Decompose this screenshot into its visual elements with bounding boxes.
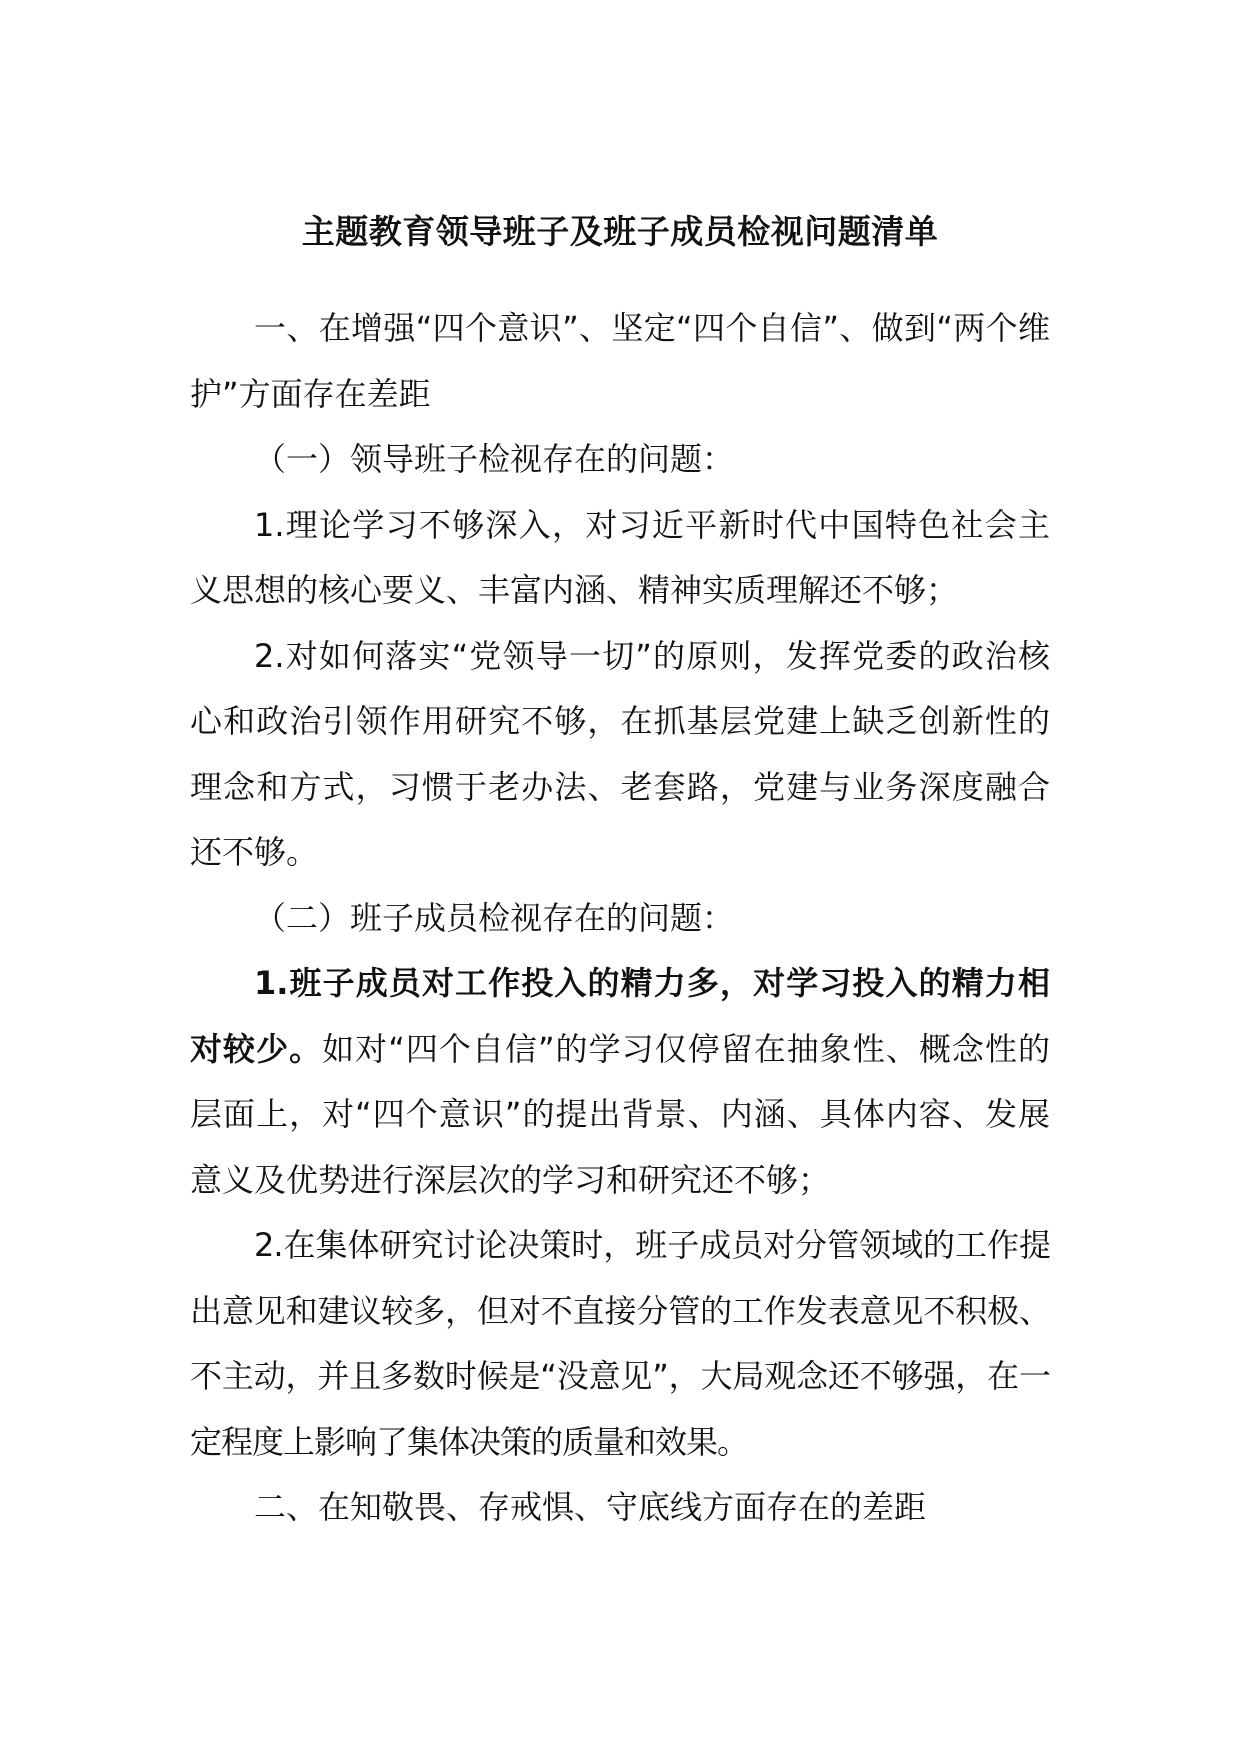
list-item-3-body: 如对“四个自信”的学习仅停留在抽象性、概念性的层面上，对“四个意识”的提出背景、内涵、具体内容、发展意义及优势进行深层次的学习和研究还不够； xyxy=(190,1029,1050,1199)
section-heading-1: 一、在增强“四个意识”、坚定“四个自信”、做到“两个维护”方面存在差距 xyxy=(190,309,1050,413)
list-item-3 xyxy=(190,951,1050,1213)
list-item-2: 2.对如何落实“党领导一切”的原则，发挥党委的政治核心和政治引领作用研究不够，在抓基层党建上缺乏创新性的理念和方式，习惯于老办法、老套路，党建与业务深度融合还不够。 xyxy=(190,636,1050,871)
document-title: 主题教育领导班子及班子成员检视问题清单 xyxy=(301,212,939,251)
section-heading-2: 二、在知敬畏、存戒惧、守底线方面存在的差距 xyxy=(254,1488,927,1526)
list-item-1: 1.理论学习不够深入，对习近平新时代中国特色社会主义思想的核心要义、丰富内涵、精神实质理解还不够； xyxy=(190,505,1050,609)
list-item-3-lead: 1.班子成员对工作投入的精力多，对学习投入的精力相对较少。 xyxy=(190,964,1050,1068)
subsection-heading-1: （一）领导班子检视存在的问题： xyxy=(254,440,735,478)
list-item-4: 2.在集体研究讨论决策时，班子成员对分管领域的工作提出意见和建议较多，但对不直接分管的工作发表意见不积极、不主动，并且多数时候是“没意见”，大局观念还不够强，在一定程度上影响了集体决策的质量和效果。 xyxy=(190,1226,1050,1461)
subsection-heading-2: （二）班子成员检视存在的问题： xyxy=(254,898,735,937)
